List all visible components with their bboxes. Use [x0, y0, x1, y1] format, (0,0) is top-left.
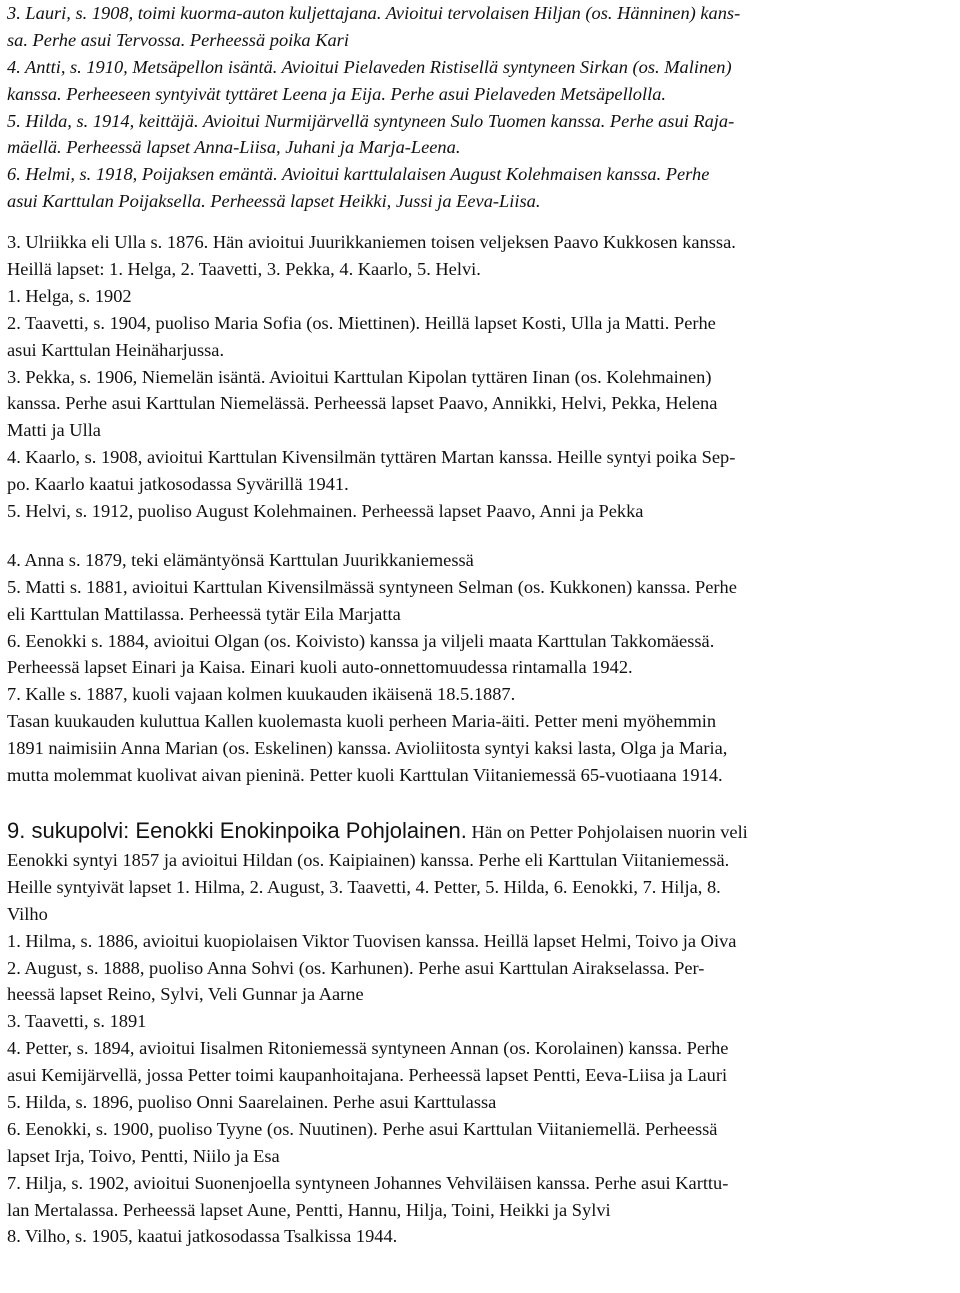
text-line: lapset Irja, Toivo, Pentti, Niilo ja Esa [7, 1145, 280, 1166]
section-heading: 9. sukupolvi: Eenokki Enokinpoika Pohjolainen. [7, 817, 467, 843]
text-line: 3. Taavetti, s. 1891 [7, 1011, 147, 1032]
text-line: 5. Hilda, s. 1914, keittäjä. Avioitui Nurmijärvellä syntyneen Sulo Tuomen kanssa. Perhe asui Raja- [7, 110, 735, 131]
text-line: mutta molemmat kuolivat aivan pieninä. Petter kuoli Karttulan Viitaniemessä 65-vuotiaana 1914. [7, 765, 723, 786]
text-line: 4. Kaarlo, s. 1908, avioitui Karttulan Kivensilmän tyttären Martan kanssa. Heille syntyi poika Sep- [7, 447, 736, 468]
paragraph-block-ulriikka [7, 229, 959, 525]
text-line: 8. Vilho, s. 1905, kaatui jatkosodassa Tsalkissa 1944. [7, 1226, 398, 1247]
text-line: asui Karttulan Poijaksella. Perheessä lapset Heikki, Jussi ja Eeva-Liisa. [7, 191, 541, 212]
text-line: 1. Helga, s. 1902 [7, 285, 132, 306]
text-line: 6. Eenokki, s. 1900, puoliso Tyyne (os. Nuutinen). Perhe asui Karttulan Viitaniemellä. Perheessä [7, 1118, 718, 1139]
text-line: 7. Kalle s. 1887, kuoli vajaan kolmen kuukauden ikäisenä 18.5.1887. [7, 684, 516, 705]
text-line: Heille syntyivät lapset 1. Hilma, 2. August, 3. Taavetti, 4. Petter, 5. Hilda, 6. Eenokki, 7. Hilja, 8. [7, 876, 721, 897]
text-line: 2. Taavetti, s. 1904, puoliso Maria Sofia (os. Miettinen). Heillä lapset Kosti, Ulla ja Matti. Perhe [7, 312, 716, 333]
text-line: asui Kemijärvellä, jossa Petter toimi kaupanhoitajana. Perheessä lapset Pentti, Eeva-Liisa ja Lauri [7, 1065, 728, 1086]
text-line: Tasan kuukauden kuluttua Kallen kuolemasta kuoli perheen Maria-äiti. Petter meni myöhemmin [7, 711, 717, 732]
text-line: Vilho [7, 903, 48, 924]
text-line: 3. Lauri, s. 1908, toimi kuorma-auton kuljettajana. Avioitui tervolaisen Hiljan (os. Hänninen) kans- [7, 3, 741, 23]
text-line: 4. Antti, s. 1910, Metsäpellon isäntä. Avioitui Pielaveden Ristisellä syntyneen Sirkan (os. Malinen) [7, 56, 732, 77]
text-line: kanssa. Perheeseen syntyivät tyttäret Leena ja Eija. Perhe asui Pielaveden Metsäpellolla. [7, 83, 667, 104]
text-line: kanssa. Perhe asui Karttulan Niemelässä. Perheessä lapset Paavo, Annikki, Helvi, Pekka, Helena [7, 393, 718, 414]
text-line: 6. Helmi, s. 1918, Poijaksen emäntä. Avioitui karttulalaisen August Kolehmaisen kanssa. Perhe [7, 164, 710, 185]
text-line: eli Karttulan Mattilassa. Perheessä tytär Eila Marjatta [7, 603, 401, 624]
text-line: mäellä. Perheessä lapset Anna-Liisa, Juhani ja Marja-Leena. [7, 137, 461, 158]
text-line: Perheessä lapset Einari ja Kaisa. Einari kuoli auto-onnettomuudessa rintamalla 1942. [7, 657, 633, 678]
generation-section [7, 815, 959, 1250]
text-line: Matti ja Ulla [7, 420, 101, 441]
text-line: 5. Hilda, s. 1896, puoliso Onni Saarelainen. Perhe asui Karttulassa [7, 1091, 497, 1112]
italic-paragraph-block [7, 0, 959, 215]
text-line: 4. Anna s. 1879, teki elämäntyönsä Karttulan Juurikkaniemessä [7, 549, 474, 570]
text-line: heessä lapset Reino, Sylvi, Veli Gunnar ja Aarne [7, 984, 364, 1005]
text-line: 6. Eenokki s. 1884, avioitui Olgan (os. Koivisto) kanssa ja viljeli maata Karttulan Takkomäessä. [7, 630, 715, 651]
text-line: 4. Petter, s. 1894, avioitui Iisalmen Ritoniemessä syntyneen Annan (os. Korolainen) kanssa. Perhe [7, 1038, 729, 1059]
text-line: sa. Perhe asui Tervossa. Perheessä poika Kari [7, 29, 349, 50]
text-line: po. Kaarlo kaatui jatkosodassa Syvärillä 1941. [7, 474, 349, 495]
text-line: 5. Helvi, s. 1912, puoliso August Kolehmainen. Perheessä lapset Paavo, Anni ja Pekka [7, 501, 644, 522]
text-line: 5. Matti s. 1881, avioitui Karttulan Kivensilmässä syntyneen Selman (os. Kukkonen) kanssa. Perhe [7, 576, 737, 597]
document-page [7, 0, 959, 1250]
text-line: 3. Ulriikka eli Ulla s. 1876. Hän avioitui Juurikkaniemen toisen veljeksen Paavo Kukkosen kanssa. [7, 232, 736, 253]
text-line: asui Karttulan Heinäharjussa. [7, 339, 225, 360]
text-line: 7. Hilja, s. 1902, avioitui Suonenjoella syntyneen Johannes Vehviläisen kanssa. Perhe asui Karttu- [7, 1172, 729, 1193]
paragraph-spacer [7, 215, 959, 229]
section-heading-continuation: Hän on Petter Pohjolaisen nuorin veli [466, 821, 748, 842]
paragraph-spacer [7, 789, 959, 815]
text-line: 3. Pekka, s. 1906, Niemelän isäntä. Avioitui Karttulan Kipolan tyttären Iinan (os. Kolehmainen) [7, 366, 712, 387]
paragraph-spacer [7, 525, 959, 547]
section-heading-line [7, 815, 959, 847]
text-line: Heillä lapset: 1. Helga, 2. Taavetti, 3. Pekka, 4. Kaarlo, 5. Helvi. [7, 259, 481, 280]
paragraph-block-siblings [7, 547, 959, 789]
text-line: 2. August, s. 1888, puoliso Anna Sohvi (os. Karhunen). Perhe asui Karttulan Airakselassa. Per- [7, 957, 705, 978]
text-line: 1891 naimisiin Anna Marian (os. Eskelinen) kanssa. Avioliitosta syntyi kaksi lasta, Olga ja Maria, [7, 738, 728, 759]
text-line: lan Mertalassa. Perheessä lapset Aune, Pentti, Hannu, Hilja, Toini, Heikki ja Sylvi [7, 1199, 611, 1220]
text-line: Eenokki syntyi 1857 ja avioitui Hildan (os. Kaipiainen) kanssa. Perhe eli Karttulan Viitaniemessä. [7, 849, 730, 870]
text-line: 1. Hilma, s. 1886, avioitui kuopiolaisen Viktor Tuovisen kanssa. Heillä lapset Helmi, Toivo ja Oiva [7, 930, 737, 951]
